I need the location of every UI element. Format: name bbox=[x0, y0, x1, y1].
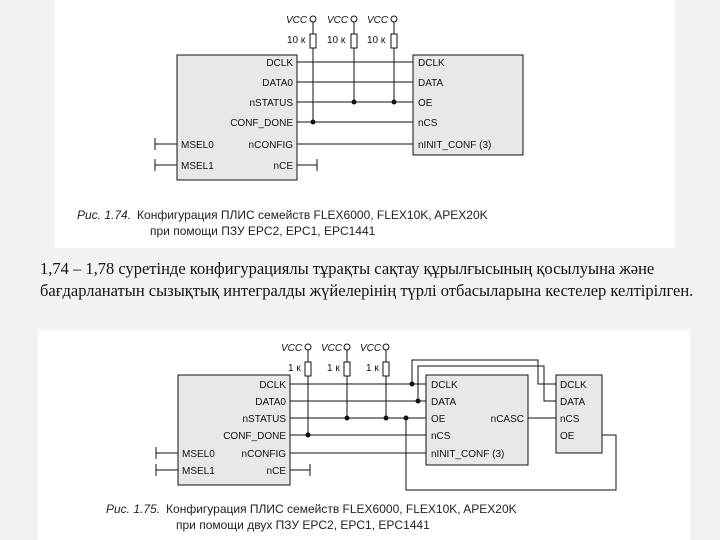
rom1-pin-label: nINIT_CONF (3) bbox=[431, 449, 505, 460]
figure-2-caption bbox=[106, 502, 517, 517]
fpga-pin-label: nCONFIG bbox=[241, 449, 286, 460]
caption-line: Конфигурация ПЛИС семейств FLEX6000, FLEX10K, APEX20K bbox=[166, 502, 517, 516]
msel-label: MSEL0 bbox=[181, 140, 214, 151]
resistor-label: 10 к bbox=[287, 35, 306, 46]
rom1-ncasc-label: nCASC bbox=[490, 414, 524, 425]
caption-line: Конфигурация ПЛИС семейств FLEX6000, FLEX10K, APEX20K bbox=[137, 208, 488, 222]
fpga-pin-label: DATA0 bbox=[255, 397, 286, 408]
rom1-pin-label: OE bbox=[431, 414, 446, 425]
resistor-label: 1 к bbox=[288, 363, 301, 374]
caption-line: при помощи ПЗУ EPC2, EPC1, EPC1441 bbox=[150, 224, 376, 238]
figure-2-caption-2 bbox=[176, 518, 430, 533]
rom2-pin-label: nCS bbox=[560, 414, 580, 425]
rom1-pin-label: DCLK bbox=[431, 380, 458, 391]
figure-1-panel bbox=[55, 0, 675, 248]
resistor-label: 10 к bbox=[327, 35, 346, 46]
fpga-pin-label: DCLK bbox=[259, 380, 286, 391]
fpga-pin-label: CONF_DONE bbox=[223, 431, 286, 442]
rom2-pin-label: DCLK bbox=[560, 380, 587, 391]
rom2-pin-label: OE bbox=[560, 431, 575, 442]
vcc-label: VCC bbox=[360, 343, 382, 354]
rom-pin-label: nCS bbox=[418, 118, 438, 129]
msel-label: MSEL1 bbox=[182, 466, 215, 477]
fpga-pin-label: nSTATUS bbox=[242, 414, 286, 425]
caption-number: Рис. 1.75. bbox=[106, 502, 161, 516]
msel-label: MSEL0 bbox=[182, 449, 215, 460]
rom-pin-label: OE bbox=[418, 98, 433, 109]
figure-1-caption bbox=[77, 208, 488, 223]
rom-pin-label: DCLK bbox=[418, 58, 445, 69]
figure-2-panel bbox=[38, 330, 690, 540]
fpga-pin-label: nCE bbox=[266, 466, 286, 477]
fpga-pin-label: nCONFIG bbox=[248, 140, 293, 151]
rom1-pin-label: DATA bbox=[431, 397, 457, 408]
rom1-pin-label: nCS bbox=[431, 431, 451, 442]
caption-number: Рис. 1.74. bbox=[77, 208, 132, 222]
msel-label: MSEL1 bbox=[181, 161, 214, 172]
rom2-pin-label: DATA bbox=[560, 397, 586, 408]
fpga-pin-label: DCLK bbox=[266, 58, 293, 69]
vcc-label: VCC bbox=[281, 343, 303, 354]
rom-pin-label: DATA bbox=[418, 78, 444, 89]
rom-pin-label: nINIT_CONF (3) bbox=[418, 140, 492, 151]
resistor-label: 1 к bbox=[366, 363, 379, 374]
fpga-pin-label: nCE bbox=[273, 161, 293, 172]
caption-line: при помощи двух ПЗУ EPC2, EPC1, EPC1441 bbox=[176, 518, 430, 532]
figure-1-caption-2 bbox=[150, 224, 375, 239]
resistor-label: 1 к bbox=[327, 363, 340, 374]
resistor-label: 10 к bbox=[367, 35, 386, 46]
body-paragraph: 1,74 – 1,78 суретінде конфигурациялы тұрақты сақтау құрылғысының қосылуына және бағдарланатын сызықтық интегралды жүйелерінің түрлі отбасыларына кестелер келтірілген. bbox=[40, 259, 694, 300]
vcc-label: VCC bbox=[286, 15, 308, 26]
fpga-pin-label: nSTATUS bbox=[249, 98, 293, 109]
fpga-pin-label: CONF_DONE bbox=[230, 118, 293, 129]
vcc-label: VCC bbox=[327, 15, 349, 26]
fpga-pin-label: DATA0 bbox=[262, 78, 293, 89]
vcc-label: VCC bbox=[367, 15, 389, 26]
vcc-label: VCC bbox=[321, 343, 343, 354]
